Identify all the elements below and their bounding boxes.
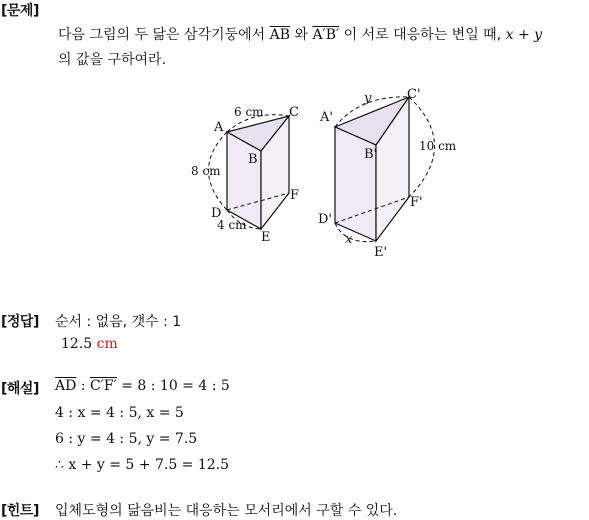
right-length-side: 10 cm [419, 139, 457, 153]
right-label-b-prime: B' [364, 147, 378, 162]
right-label-c-prime: C' [407, 87, 421, 102]
right-label-f-prime: F' [410, 195, 423, 210]
hint-text: 입체도형의 닮음비는 대응하는 모서리에서 구할 수 있다. [55, 503, 398, 519]
left-prism [191, 105, 299, 245]
left-length-side: 8 cm [191, 164, 221, 178]
left-label-c: C [289, 105, 299, 120]
solution-line-4: ∴ x + y = 5 + 7.5 = 12.5 [55, 457, 230, 473]
solution-line-1-rest: = 8 : 10 = 4 : 5 [116, 378, 230, 394]
right-label-e-prime: E' [374, 245, 388, 260]
solution-tag: [해설] [1, 381, 39, 397]
problem-text-post: 이 서로 대응하는 변일 때, [343, 27, 502, 43]
hint-tag: [힌트] [1, 503, 39, 519]
solution-line-3: 6 : y = 4 : 5, y = 7.5 [55, 431, 198, 447]
solution-line-1-sep: : [76, 378, 90, 394]
left-label-b: B [248, 152, 258, 167]
left-label-f: F [290, 188, 300, 203]
answer-value-line [61, 336, 118, 352]
problem-text-pre: 다음 그림의 두 닮은 삼각기둥에서 [58, 27, 266, 43]
left-label-d: D [211, 206, 222, 221]
problem-tag: [문제] [1, 3, 39, 19]
problem-expression: x + y [505, 27, 543, 43]
left-label-a: A [214, 120, 224, 135]
segment-c-prime-f-prime: C′F′ [89, 378, 117, 394]
left-length-bottom: 4 cm [217, 218, 247, 232]
problem-line-2: 의 값을 구하여라. [58, 52, 167, 68]
answer-tag: [정답] [1, 314, 39, 330]
solution-line-2: 4 : x = 4 : 5, x = 5 [55, 405, 184, 421]
right-label-a-prime: A' [320, 110, 333, 125]
segment-ab: $\overline{AB}$ [269, 27, 290, 43]
left-label-e: E [261, 230, 271, 245]
solution-line-1 [55, 378, 230, 394]
answer-unit: cm [96, 336, 118, 352]
answer-value: 12.5 [61, 336, 93, 352]
right-variable-x: x [345, 232, 353, 247]
answer-meta: 순서 : 없음, 갯수 : 1 [55, 314, 182, 330]
left-length-top: 6 cm [234, 105, 264, 119]
right-variable-y: y [364, 91, 372, 106]
right-prism [318, 87, 457, 260]
segment-a-prime-b-prime: A′B′ [312, 27, 340, 43]
problem-text-mid: 와 [294, 27, 308, 43]
segment-ad: $\overline{AD}$ [55, 378, 77, 394]
right-label-d-prime: D' [318, 212, 332, 227]
